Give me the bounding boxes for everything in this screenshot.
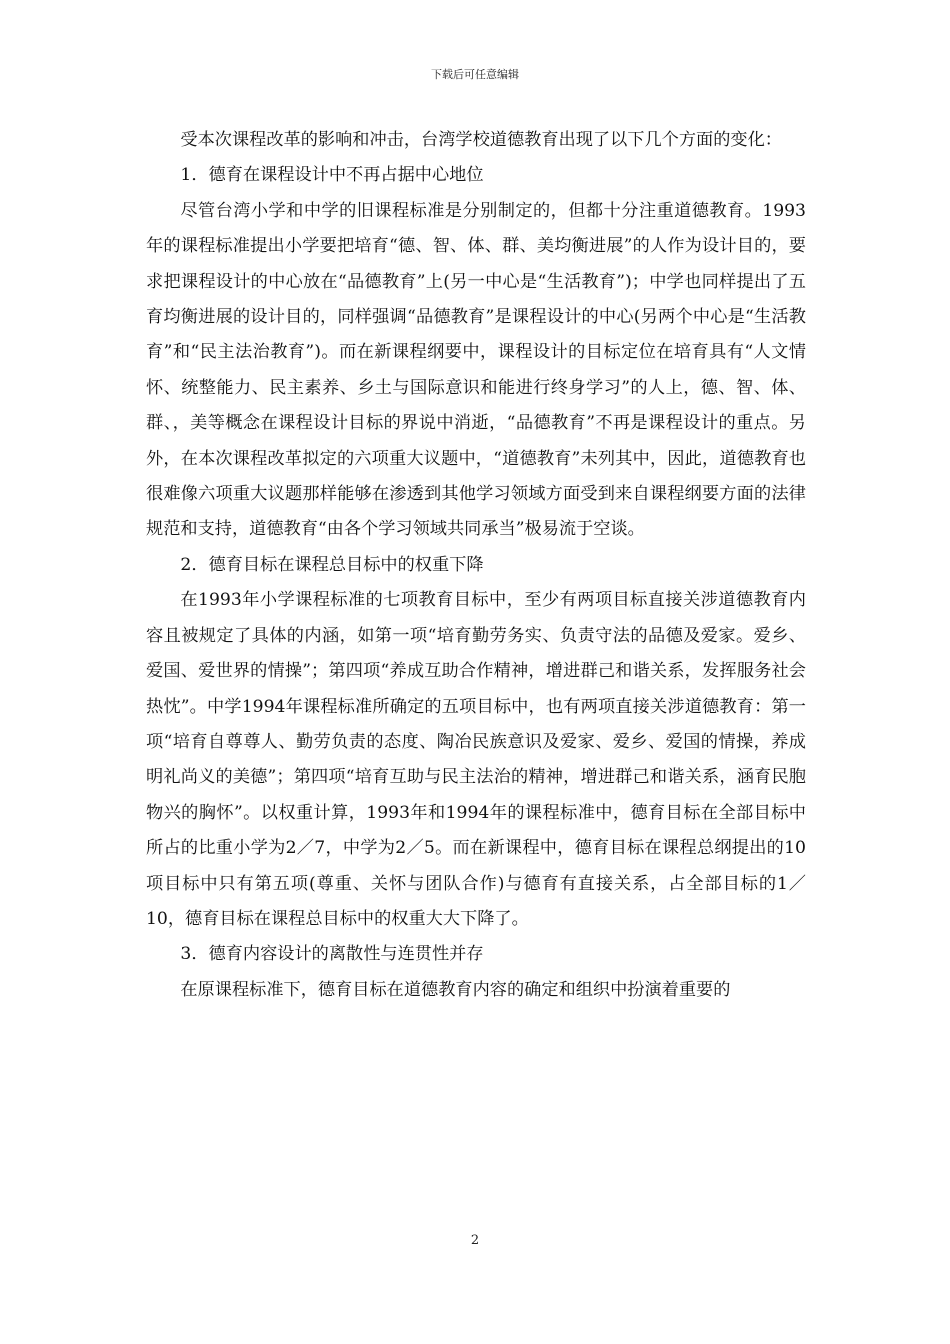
section-heading: 1．德育在课程设计中不再占据中心地位 (180, 165, 484, 186)
paragraph: 受本次课程改革的影响和冲击，台湾学校道德教育出现了以下几个方面的变化： (180, 130, 782, 150)
document-body (146, 123, 806, 1008)
paragraph: 在原课程标准下，德育目标在道德教育内容的确定和组织中扮演着重要的 (180, 979, 731, 1000)
page-number: 2 (470, 1233, 480, 1248)
page-header: 下载后可任意编辑 (431, 68, 519, 81)
paragraph: 尽管台湾小学和中学的旧课程标准是分别制定的，但都十分注重道德教育。1993年的课程标准提出小学要把培育“德、智、体、群、美均衡进展”的人作为设计目的，要求把课程设计的中心放在“品德教育”上(另一中心是“生活教育”)；中学也同样提出了五育均衡进展的设计目的，同样强调“品德教育”是课程设计的中心(另两个中心是“生活教育”和“民主法治教育”)。而在新课程纲要中，课程设计的目标定位在培育具有“人文情怀、统整能力、民主素养、乡土与国际意识和能进行终身学习”的人上，德、智、体、群、，美等概念在课程设计目标的界说中消逝，“品德教育”不再是课程设计的重点。另外，在本次课程改革拟定的六项重大议题中，“道德教育”未列其中，因此，道德教育也很难像六项重大议题那样能够在渗透到其他学习领域方面受到来自课程纲要方面的法律规范和支持，道德教育“由各个学习领域共同承当”极易流于空谈。 (146, 200, 806, 540)
paragraph: 在1993年小学课程标准的七项教育目标中，至少有两项目标直接关涉道德教育内容且被规定了具体的内涵，如第一项“培育勤劳务实、负责守法的品德及爱家。爱乡、爱国、爱世界的情操”；第四项“养成互助合作精神，增进群己和谐关系，发挥服务社会热忱”。中学1994年课程标准所确定的五项目标中，也有两项直接关涉道德教育：第一项“培育自尊尊人、勤劳负责的态度、陶冶民族意识及爱家、爱乡、爱国的情操，养成明礼尚义的美德”；第四项“培育互助与民主法治的精神，增进群己和谐关系，涵育民胞物兴的胸怀”。以权重计算，1993年和1994年的课程标准中，德育目标在全部目标中所占的比重小学为2／7，中学为2／5。而在新课程中，德育目标在课程总纲提出的10项目标中只有第五项(尊重、关怀与团队合作)与德育有直接关系，占全部目标的1／10，德育目标在课程总目标中的权重大大下降了。 (146, 590, 806, 929)
section-heading: 3．德育内容设计的离散性与连贯性并存 (180, 944, 484, 965)
section-heading: 2．德育目标在课程总目标中的权重下降 (180, 554, 484, 575)
